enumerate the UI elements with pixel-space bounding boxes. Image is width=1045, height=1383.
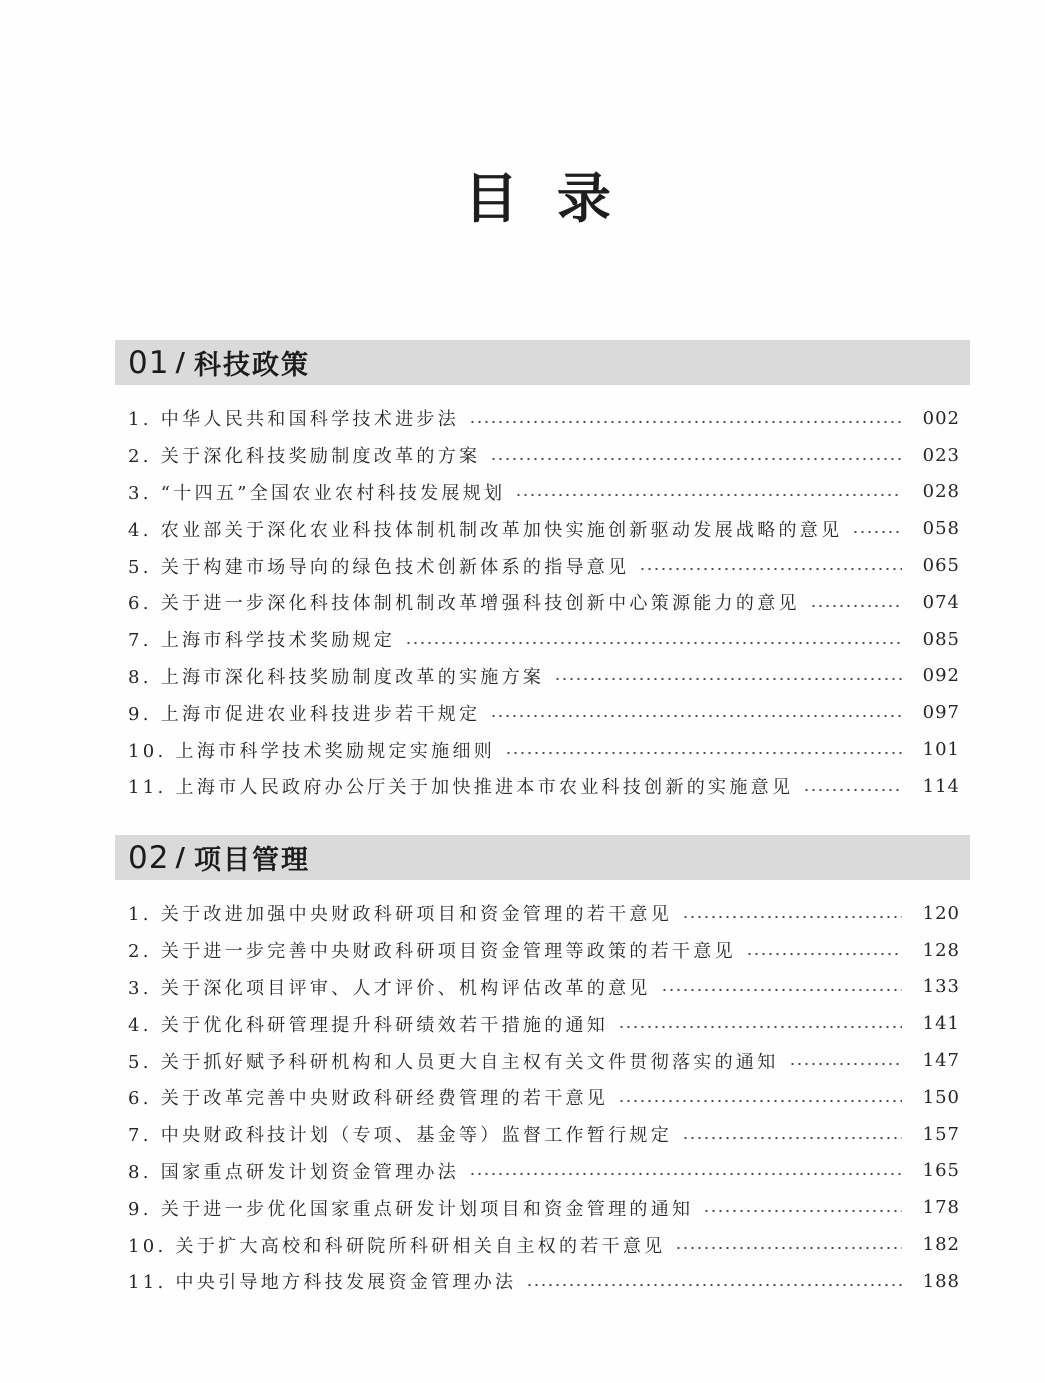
- entry-title: 3. “十四五”全国农业农村科技发展规划: [128, 482, 506, 504]
- toc-title: 目 录: [464, 167, 621, 230]
- dot-leader: [746, 952, 902, 956]
- entry-title: 11. 中央引导地方科技发展资金管理办法: [128, 1272, 517, 1294]
- entry-page-number: 128: [922, 939, 960, 961]
- dot-leader: [515, 493, 902, 497]
- entry-title: 2. 关于进一步完善中央财政科研项目资金管理等政策的若干意见: [128, 941, 736, 963]
- entry-title: 7. 中央财政科技计划（专项、基金等）监督工作暂行规定: [128, 1125, 672, 1147]
- dot-leader: [810, 604, 902, 608]
- toc-entry: [128, 547, 960, 584]
- toc-entry: [128, 694, 960, 731]
- dot-leader: [703, 1209, 902, 1213]
- entry-title: 8. 上海市深化科技奖励制度改革的实施方案: [128, 666, 545, 688]
- toc-entry: [128, 437, 960, 474]
- entry-page-number: 141: [922, 1013, 960, 1035]
- entry-title: 10. 上海市科学技术奖励规定实施细则: [128, 740, 496, 762]
- entry-title: 9. 上海市促进农业科技进步若干规定: [128, 703, 481, 725]
- entry-page-number: 097: [922, 702, 960, 724]
- dot-leader: [526, 1283, 902, 1287]
- section-header: [115, 835, 970, 880]
- toc-entry: [128, 400, 960, 437]
- toc-entry: [128, 731, 960, 768]
- entry-title: 8. 国家重点研发计划资金管理办法: [128, 1161, 459, 1183]
- entry-title: 4. 农业部关于深化农业科技体制机制改革加快实施创新驱动发展战略的意见: [128, 519, 843, 541]
- toc-entry: [128, 474, 960, 511]
- entry-title: 3. 关于深化项目评审、人才评价、机构评估改革的意见: [128, 977, 651, 999]
- entry-title: 1. 关于改进加强中央财政科研项目和资金管理的若干意见: [128, 904, 672, 926]
- entry-list: [115, 385, 970, 805]
- toc-entry: [128, 1005, 960, 1042]
- toc-entry: [128, 895, 960, 932]
- toc-entry: [128, 510, 960, 547]
- entry-page-number: 092: [922, 665, 960, 687]
- section-science-policy: [115, 340, 970, 805]
- dot-leader: [803, 788, 902, 792]
- toc-entry: [128, 1079, 960, 1116]
- entry-title: 6. 关于进一步深化科技体制机制改革增强科技创新中心策源能力的意见: [128, 593, 800, 615]
- dot-leader: [852, 530, 902, 534]
- entry-page-number: 074: [922, 591, 960, 613]
- entry-title: 4. 关于优化科研管理提升科研绩效若干措施的通知: [128, 1014, 609, 1036]
- toc-entry: [128, 969, 960, 1006]
- section-header: [115, 340, 970, 385]
- toc-entry: [128, 1153, 960, 1190]
- dot-leader: [490, 457, 902, 461]
- entry-page-number: 188: [922, 1270, 960, 1292]
- entry-title: 2. 关于深化科技奖励制度改革的方案: [128, 446, 481, 468]
- toc-entry: [128, 932, 960, 969]
- dot-leader: [789, 1062, 903, 1066]
- entry-title: 10. 关于扩大高校和科研院所科研相关自主权的若干意见: [128, 1235, 666, 1257]
- dot-leader: [639, 567, 902, 571]
- entry-page-number: 133: [922, 976, 960, 998]
- dot-leader: [469, 420, 902, 424]
- section-number: 01: [128, 344, 170, 381]
- entry-page-number: 023: [922, 444, 960, 466]
- entry-title: 9. 关于进一步优化国家重点研发计划项目和资金管理的通知: [128, 1198, 694, 1220]
- entry-title: 1. 中华人民共和国科学技术进步法: [128, 409, 459, 431]
- entry-page-number: 085: [922, 628, 960, 650]
- dot-leader: [405, 641, 902, 645]
- entry-title: 5. 关于抓好赋予科研机构和人员更大自主权有关文件贯彻落实的通知: [128, 1051, 779, 1073]
- section-name: 科技政策: [193, 350, 310, 381]
- entry-page-number: 101: [922, 739, 960, 761]
- entry-page-number: 002: [922, 407, 960, 429]
- dot-leader: [469, 1172, 902, 1176]
- toc-entry: [128, 1116, 960, 1153]
- section-separator: /: [175, 842, 185, 873]
- toc-entry: [128, 621, 960, 658]
- dot-leader: [505, 751, 902, 755]
- entry-title: 5. 关于构建市场导向的绿色技术创新体系的指导意见: [128, 556, 630, 578]
- entry-page-number: 058: [922, 518, 960, 540]
- entry-page-number: 178: [922, 1197, 960, 1219]
- dot-leader: [682, 915, 902, 919]
- toc-entry: [128, 658, 960, 695]
- dot-leader: [554, 677, 902, 681]
- entry-title: 7. 上海市科学技术奖励规定: [128, 630, 396, 652]
- section-number: 02: [128, 839, 170, 876]
- dot-leader: [618, 1025, 902, 1029]
- entry-title: 6. 关于改革完善中央财政科研经费管理的若干意见: [128, 1088, 609, 1110]
- entry-page-number: 165: [922, 1160, 960, 1182]
- dot-leader: [661, 988, 902, 992]
- entry-list: [115, 880, 970, 1300]
- entry-page-number: 147: [922, 1050, 960, 1072]
- entry-title: 11. 上海市人民政府办公厅关于加快推进本市农业科技创新的实施意见: [128, 777, 794, 799]
- toc-entry: [128, 1189, 960, 1226]
- entry-page-number: 065: [922, 555, 960, 577]
- toc-entry: [128, 1263, 960, 1300]
- entry-page-number: 114: [922, 775, 960, 797]
- dot-leader: [675, 1246, 902, 1250]
- section-name: 项目管理: [193, 845, 310, 876]
- dot-leader: [490, 714, 902, 718]
- toc-entry: [128, 1226, 960, 1263]
- section-separator: /: [175, 347, 185, 378]
- entry-page-number: 150: [922, 1086, 960, 1108]
- entry-page-number: 182: [922, 1234, 960, 1256]
- entry-page-number: 157: [922, 1123, 960, 1145]
- section-project-management: [115, 835, 970, 1300]
- dot-leader: [682, 1136, 902, 1140]
- toc-entry: [128, 1042, 960, 1079]
- entry-page-number: 028: [922, 481, 960, 503]
- entry-page-number: 120: [922, 902, 960, 924]
- dot-leader: [618, 1099, 902, 1103]
- toc-entry: [128, 768, 960, 805]
- toc-entry: [128, 584, 960, 621]
